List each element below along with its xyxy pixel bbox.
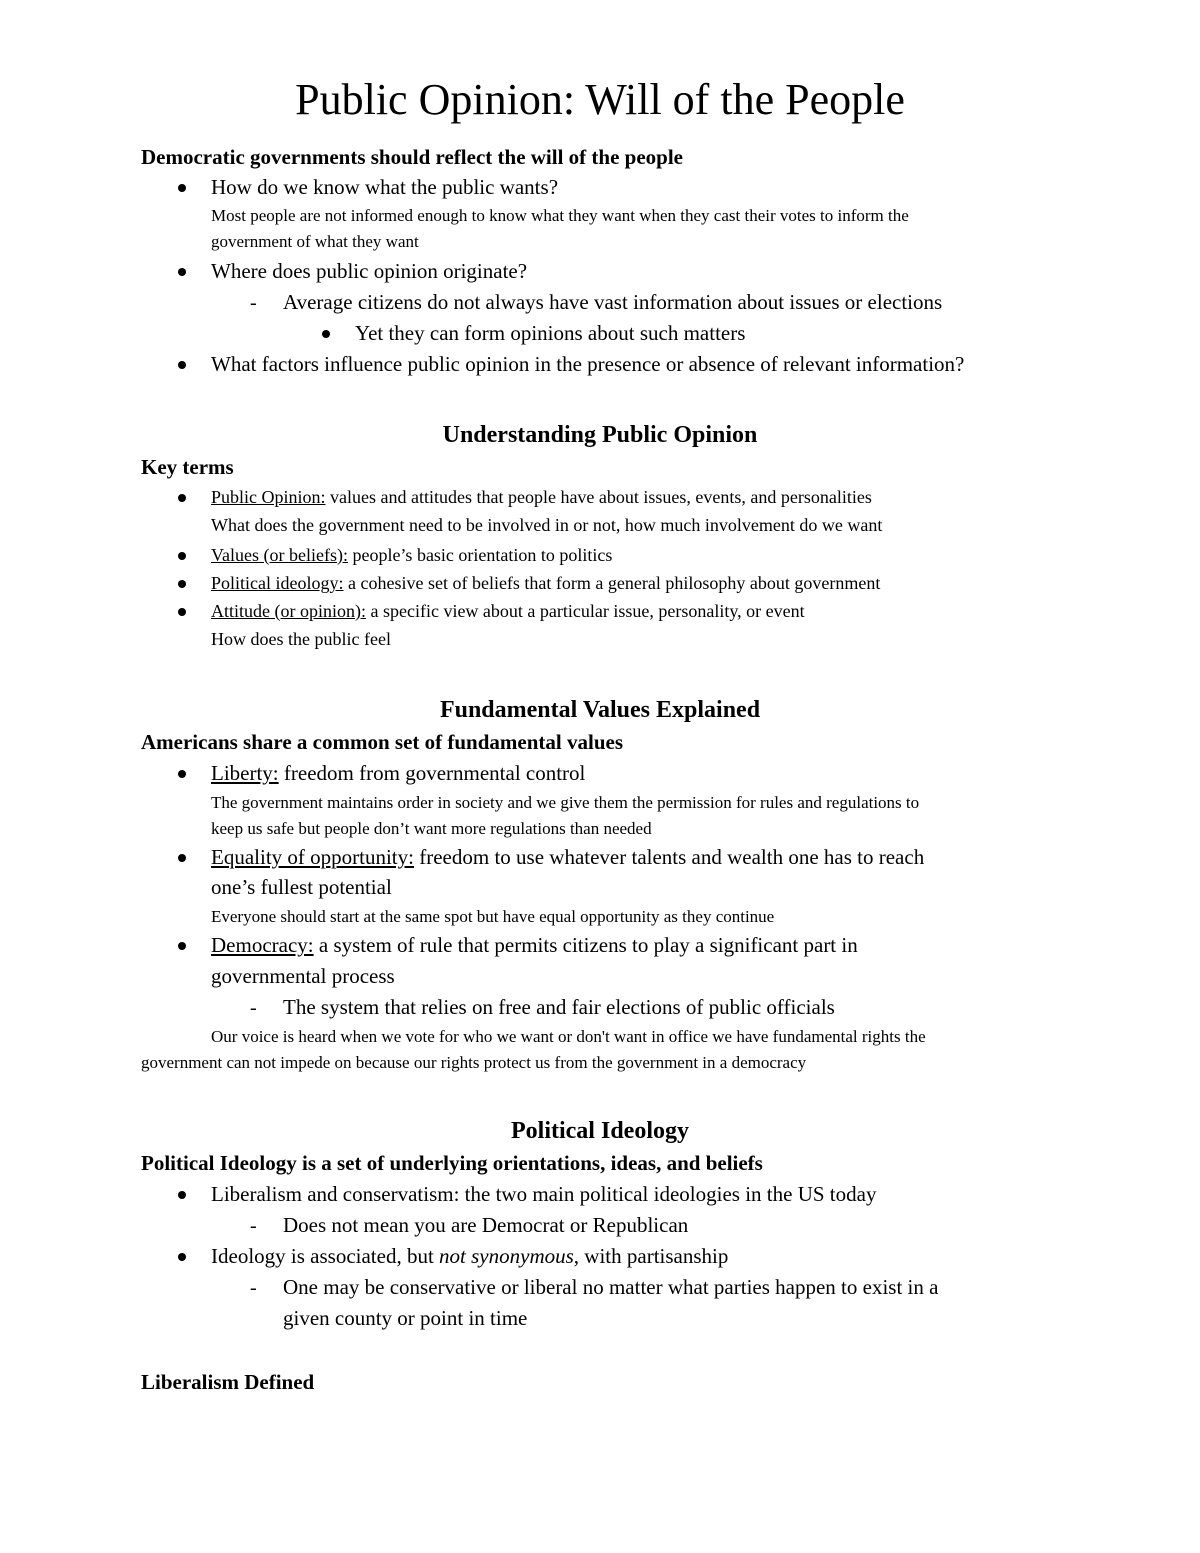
term-political-ideology [211, 574, 880, 592]
bullet-icon [178, 268, 186, 276]
text-segment: Ideology is associated, but [211, 1244, 440, 1268]
section-heading-understanding: Understanding Public Opinion [442, 422, 758, 448]
value-definition: freedom to use whatever talents and wealth one has to reach [413, 845, 925, 869]
ideology-bullet-2 [211, 1246, 728, 1267]
value-democracy [211, 935, 858, 956]
term-definition: values and attitudes that people have about issues, events, and personalities [325, 487, 872, 507]
intro-bullet-2-subsub: Yet they can form opinions about such matters [355, 321, 746, 345]
dash-icon: - [250, 1215, 257, 1237]
ideology-subheading: Political Ideology is a set of underlying orientations, ideas, and beliefs [141, 1151, 763, 1175]
value-definition: a system of rule that permits citizens to play a significant part in [313, 933, 858, 957]
intro-bullet-2: Where does public opinion originate? [211, 259, 528, 283]
intro-bullet-1: How do we know what the public wants? [211, 175, 559, 199]
value-democracy-cont: governmental process [211, 964, 395, 988]
bullet-icon [178, 1253, 186, 1261]
term-definition: a cohesive set of beliefs that form a general philosophy about government [343, 573, 881, 593]
value-label: Democracy: [211, 933, 314, 957]
value-democracy-note-cont: government can not impede on because our rights protect us from the government in a democracy [141, 1053, 807, 1072]
term-definition: a specific view about a particular issue, personality, or event [365, 601, 805, 621]
value-label: Equality of opportunity: [211, 845, 414, 869]
value-liberty-note: The government maintains order in society and we give them the permission for rules and regulations to [211, 793, 920, 812]
bullet-icon [178, 361, 186, 369]
dash-icon: - [250, 997, 257, 1019]
dash-icon: - [250, 292, 257, 314]
bullet-icon [178, 184, 186, 192]
page-title: Public Opinion: Will of the People [295, 75, 905, 124]
term-public-opinion-note: What does the government need to be involved in or not, how much involvement do we want [211, 515, 883, 535]
value-label: Liberty: [211, 761, 279, 785]
value-equality-note: Everyone should start at the same spot but have equal opportunity as they continue [211, 907, 775, 926]
term-label: Political ideology: [211, 573, 344, 593]
bullet-icon [178, 552, 186, 560]
intro-bullet-1-note-cont: government of what they want [211, 232, 419, 251]
term-attitude [211, 602, 805, 620]
ideology-bullet-1: Liberalism and conservatism: the two main political ideologies in the US today [211, 1182, 877, 1206]
bullet-icon [178, 580, 186, 588]
term-label: Public Opinion: [211, 487, 326, 507]
value-democracy-note: Our voice is heard when we vote for who we want or don't want in office we have fundamental rights the [211, 1027, 926, 1046]
bullet-icon [178, 494, 186, 502]
bullet-icon [178, 770, 186, 778]
bullet-icon [178, 1191, 186, 1199]
values-subheading: Americans share a common set of fundamental values [141, 730, 623, 754]
value-liberty-note-cont: keep us safe but people don’t want more regulations than needed [211, 819, 652, 838]
term-label: Attitude (or opinion): [211, 601, 366, 621]
text-segment: , with partisanship [573, 1244, 729, 1268]
intro-bullet-3: What factors influence public opinion in the presence or absence of relevant information? [211, 352, 965, 376]
intro-bullet-1-note: Most people are not informed enough to know what they want when they cast their votes to inform the [211, 206, 909, 225]
value-democracy-sub: The system that relies on free and fair elections of public officials [283, 995, 835, 1019]
value-definition: freedom from governmental control [278, 761, 586, 785]
term-label: Values (or beliefs): [211, 545, 348, 565]
liberalism-heading: Liberalism Defined [141, 1370, 315, 1394]
ideology-bullet-2-sub: One may be conservative or liberal no matter what parties happen to exist in a [283, 1275, 939, 1299]
term-public-opinion [211, 488, 872, 506]
term-attitude-note: How does the public feel [211, 629, 391, 649]
section-heading-ideology: Political Ideology [511, 1118, 689, 1144]
bullet-icon [178, 608, 186, 616]
term-definition: people’s basic orientation to politics [347, 545, 613, 565]
intro-bullet-2-sub: Average citizens do not always have vast information about issues or elections [283, 290, 943, 314]
term-values [211, 546, 612, 564]
bullet-icon [322, 330, 330, 338]
bullet-icon [178, 854, 186, 862]
value-equality [211, 847, 924, 868]
bullet-icon [178, 942, 186, 950]
value-liberty [211, 763, 585, 784]
value-equality-cont: one’s fullest potential [211, 875, 392, 899]
ideology-bullet-2-sub-cont: given county or point in time [283, 1306, 528, 1330]
ideology-bullet-1-sub: Does not mean you are Democrat or Republican [283, 1213, 689, 1237]
key-terms-heading: Key terms [141, 455, 234, 479]
section-heading-values: Fundamental Values Explained [439, 697, 761, 723]
intro-heading: Democratic governments should reflect the will of the people [141, 145, 684, 169]
emphasis-text: not synonymous [439, 1244, 574, 1268]
dash-icon: - [250, 1277, 257, 1299]
